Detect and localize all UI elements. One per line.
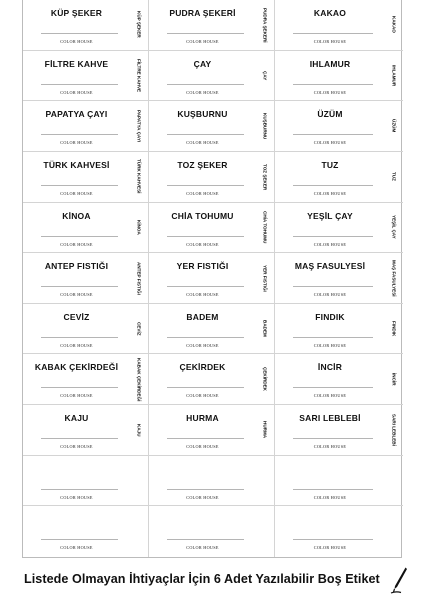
label-title: HURMA	[186, 413, 219, 424]
side-label	[258, 458, 272, 504]
label-card	[275, 0, 403, 51]
write-line	[41, 134, 118, 135]
write-line	[167, 489, 244, 490]
label-card	[275, 304, 403, 355]
label-card	[149, 354, 275, 405]
write-line	[41, 236, 118, 237]
side-label	[387, 154, 401, 200]
label-card	[23, 304, 149, 355]
side-label-text: PAPATYA ÇAYI	[136, 110, 142, 143]
side-label	[258, 356, 272, 402]
side-label-text: BADEM	[262, 320, 268, 338]
label-title: ÇAY	[193, 58, 212, 69]
label-card	[23, 152, 149, 203]
write-line	[41, 84, 118, 85]
brand-text: COLOR HOUSE	[60, 89, 93, 95]
side-label	[387, 255, 401, 301]
label-card	[23, 203, 149, 254]
side-label	[132, 407, 146, 453]
brand-text: COLOR HOUSE	[186, 545, 219, 551]
side-label-text: KÜP ŞEKER	[136, 11, 142, 39]
side-label	[132, 458, 146, 504]
brand-text: COLOR HOUSE	[186, 190, 219, 196]
side-label	[387, 205, 401, 251]
write-line	[41, 438, 118, 439]
brand-text: COLOR HOUSE	[313, 494, 347, 500]
write-line	[293, 134, 373, 135]
label-title: İNCİR	[317, 362, 343, 373]
label-title: SARI LEBLEBİ	[299, 413, 361, 424]
side-label	[387, 103, 401, 149]
brand-text: COLOR HOUSE	[60, 190, 93, 196]
label-card	[275, 51, 403, 102]
label-card	[23, 51, 149, 102]
side-label	[258, 508, 272, 555]
label-card	[149, 101, 275, 152]
label-card	[149, 253, 275, 304]
write-line	[293, 33, 373, 34]
label-title: CHİA TOHUMU	[171, 210, 234, 221]
label-card	[275, 203, 403, 254]
write-line	[41, 387, 118, 388]
side-label-text: TÜRK KAHVESİ	[136, 159, 142, 194]
write-line	[167, 286, 244, 287]
label-card	[275, 506, 403, 557]
brand-text: COLOR HOUSE	[60, 342, 93, 348]
side-label-text: KAJU	[136, 423, 142, 437]
label-title: KÜP ŞEKER	[50, 8, 103, 18]
side-label	[132, 205, 146, 251]
side-label-text: FİLTRE KAHVE	[136, 58, 142, 92]
label-card	[149, 456, 275, 507]
brand-text: COLOR HOUSE	[186, 140, 219, 146]
side-label-text: FINDIK	[391, 320, 397, 337]
side-label-text: ÇEKİRDEK	[262, 367, 268, 392]
write-line	[167, 33, 244, 34]
label-card	[275, 405, 403, 456]
write-line	[167, 236, 244, 237]
write-line	[293, 236, 373, 237]
label-card	[275, 253, 403, 304]
side-label	[387, 508, 401, 555]
write-line	[167, 185, 244, 186]
label-title: ÇEKİRDEK	[179, 362, 226, 373]
brand-text: COLOR HOUSE	[60, 140, 93, 146]
label-title: KİNOA	[62, 210, 91, 221]
side-label	[387, 356, 401, 402]
brand-text: COLOR HOUSE	[313, 241, 347, 247]
label-sheet	[22, 0, 402, 558]
side-label-text: KUŞBURNU	[262, 112, 268, 140]
side-label	[132, 2, 146, 48]
label-title: IHLAMUR	[309, 58, 351, 69]
brand-text: COLOR HOUSE	[313, 190, 347, 196]
brand-text: COLOR HOUSE	[313, 292, 347, 298]
brand-text: COLOR HOUSE	[60, 494, 93, 500]
label-card	[149, 203, 275, 254]
label-title: YEŞİL ÇAY	[307, 210, 353, 221]
brand-text: COLOR HOUSE	[313, 545, 347, 551]
side-label	[132, 306, 146, 352]
write-line	[293, 387, 373, 388]
label-card	[275, 354, 403, 405]
label-title: KAJU	[64, 413, 89, 424]
side-label-text: YEŞİL ÇAY	[391, 215, 397, 240]
write-line	[41, 33, 118, 34]
label-title: PAPATYA ÇAYI	[45, 109, 108, 120]
brand-text: COLOR HOUSE	[186, 89, 219, 95]
side-label	[258, 2, 272, 48]
side-label	[258, 255, 272, 301]
label-title: TÜRK KAHVESİ	[43, 159, 110, 170]
brand-text: COLOR HOUSE	[313, 140, 347, 146]
label-title: ANTEP FISTIĞI	[44, 261, 109, 272]
brand-text: COLOR HOUSE	[186, 393, 219, 399]
brand-text: COLOR HOUSE	[186, 39, 219, 44]
label-card	[23, 253, 149, 304]
brand-text: COLOR HOUSE	[313, 39, 347, 44]
label-title: TUZ	[321, 159, 339, 170]
label-card	[23, 354, 149, 405]
write-line	[167, 539, 244, 540]
brand-text: COLOR HOUSE	[186, 342, 219, 348]
side-label	[387, 407, 401, 453]
write-line	[41, 286, 118, 287]
label-card	[149, 506, 275, 557]
side-label-text: İNCİR	[391, 373, 397, 386]
write-line	[41, 185, 118, 186]
side-label-text: KİNOA	[136, 219, 142, 235]
side-label-text: KAKAO	[391, 16, 397, 34]
brand-text: COLOR HOUSE	[313, 444, 347, 450]
side-label-text: SARI LEBLEBİ	[391, 413, 397, 446]
brand-text: COLOR HOUSE	[313, 342, 347, 348]
write-line	[41, 489, 118, 490]
side-label	[258, 53, 272, 99]
side-label-text: CEVİZ	[136, 321, 142, 336]
write-line	[167, 337, 244, 338]
brand-text: COLOR HOUSE	[186, 241, 219, 247]
side-label-text: MAŞ FASULYESİ	[391, 259, 397, 297]
side-label	[258, 407, 272, 453]
label-card	[149, 304, 275, 355]
write-line	[293, 438, 373, 439]
label-title: FINDIK	[315, 311, 345, 322]
label-card	[275, 456, 403, 507]
label-title: FİLTRE KAHVE	[44, 58, 109, 69]
side-label	[258, 154, 272, 200]
write-line	[41, 539, 118, 540]
brand-text: COLOR HOUSE	[60, 444, 93, 450]
write-line	[167, 134, 244, 135]
side-label-text: ÜZÜM	[391, 119, 397, 133]
write-line	[293, 337, 373, 338]
label-title: PUDRA ŞEKERİ	[169, 8, 236, 18]
brand-text: COLOR HOUSE	[186, 292, 219, 298]
brand-text: COLOR HOUSE	[186, 494, 219, 500]
write-line	[167, 84, 244, 85]
side-label	[132, 255, 146, 301]
label-title: ÜZÜM	[317, 109, 343, 120]
write-line	[167, 438, 244, 439]
write-line	[293, 539, 373, 540]
label-title: KUŞBURNU	[177, 109, 228, 120]
side-label	[132, 154, 146, 200]
label-title: KAKAO	[313, 8, 347, 18]
side-label	[387, 458, 401, 504]
write-line	[293, 286, 373, 287]
brand-text: COLOR HOUSE	[60, 241, 93, 247]
label-card	[149, 405, 275, 456]
side-label-text: TUZ	[391, 172, 397, 182]
side-label	[258, 205, 272, 251]
brand-text: COLOR HOUSE	[60, 39, 93, 44]
label-card	[23, 405, 149, 456]
side-label-text: IHLAMUR	[391, 64, 397, 87]
label-card	[149, 51, 275, 102]
brand-text: COLOR HOUSE	[186, 444, 219, 450]
side-label-text: YER FISTIĞI	[262, 264, 268, 292]
label-card	[275, 152, 403, 203]
side-label	[258, 306, 272, 352]
footer-caption: Listede Olmayan İhtiyaçlar İçin 6 Adet Yazılabilir Boş Etiket	[24, 572, 380, 586]
brand-text: COLOR HOUSE	[60, 393, 93, 399]
side-label-text: CHİA TOHUMU	[262, 211, 268, 244]
write-line	[293, 185, 373, 186]
label-title: CEVİZ	[63, 311, 90, 322]
side-label-text: ÇAY	[262, 70, 268, 81]
label-title: KABAK ÇEKİRDEĞİ	[34, 362, 119, 373]
label-card	[23, 456, 149, 507]
side-label	[132, 53, 146, 99]
side-label	[387, 306, 401, 352]
side-label	[387, 2, 401, 48]
label-card	[23, 0, 149, 51]
side-label	[258, 103, 272, 149]
brand-text: COLOR HOUSE	[60, 545, 93, 551]
pen-icon	[390, 566, 408, 594]
label-card	[149, 0, 275, 51]
label-card	[275, 101, 403, 152]
label-card	[23, 506, 149, 557]
brand-text: COLOR HOUSE	[313, 89, 347, 95]
side-label-text: PUDRA ŞEKERİ	[262, 7, 268, 43]
side-label	[387, 53, 401, 99]
side-label	[132, 508, 146, 555]
label-title: MAŞ FASULYESİ	[294, 261, 366, 272]
side-label-text: ANTEP FISTIĞI	[136, 261, 142, 295]
write-line	[293, 489, 373, 490]
label-title: YER FISTIĞI	[176, 261, 229, 272]
write-line	[41, 337, 118, 338]
side-label	[132, 356, 146, 402]
side-label-text: HURMA	[262, 421, 268, 439]
brand-text: COLOR HOUSE	[60, 292, 93, 298]
side-label-text: KABAK ÇEKİRDEĞİ	[136, 357, 142, 401]
label-card	[23, 101, 149, 152]
write-line	[293, 84, 373, 85]
write-line	[167, 387, 244, 388]
brand-text: COLOR HOUSE	[313, 393, 347, 399]
label-card	[149, 152, 275, 203]
label-title: TOZ ŞEKER	[177, 159, 228, 170]
label-title: BADEM	[186, 311, 219, 322]
side-label-text: TOZ ŞEKER	[262, 163, 268, 190]
side-label	[132, 103, 146, 149]
